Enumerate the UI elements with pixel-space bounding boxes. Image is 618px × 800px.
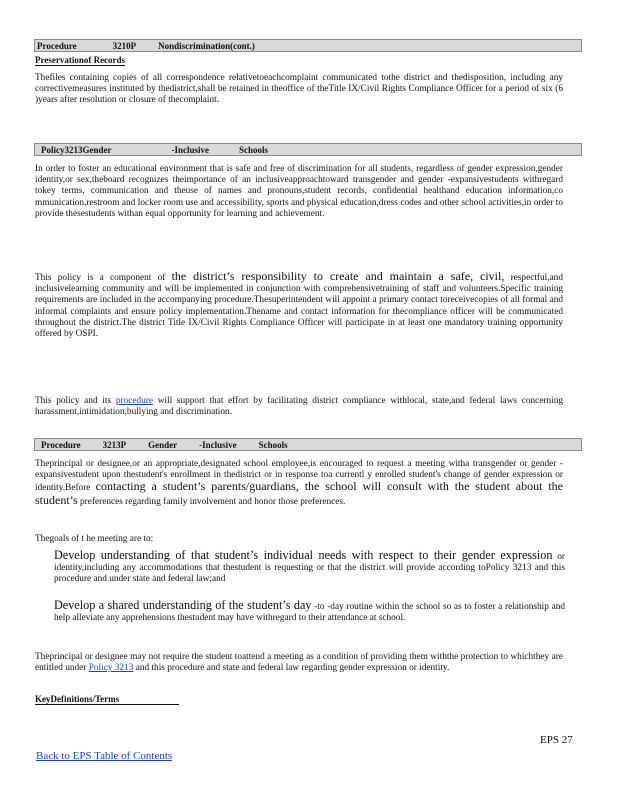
header-label: Policy3213Gender — [41, 145, 112, 155]
policy-p2-emphasis: the district’s responsibility to create and maintain a safe, civil, — [171, 269, 505, 283]
procedure-p1-emphasis: contacting a student’s parents/guardians, the school will consult with the student about the student’s — [35, 479, 563, 507]
page-number: EPS 27 — [540, 734, 573, 746]
procedure-p2-start: Theprincipal or designee may not require the student toattend a meeting as a condition of providing them withthe protection to whichthey are entitled under — [35, 652, 563, 674]
policy-paragraph-3 — [35, 396, 563, 418]
goals-intro: Thegoals of t he meeting are to: — [35, 534, 154, 544]
procedure-p1-rest: preferences regarding family involvement and honor those preferences. — [80, 496, 346, 507]
header-title: Nondiscrimination(cont.) — [158, 41, 255, 51]
records-paragraph: Thefiles containing copies of all correspondence relativetoeachcomplaint communicated tothe district and thedisposition, including any correctivemeasures instituted by thedistrict,shall be retained in theoffice of theTitle IX/Civil Rights Compliance Officer for a period of six (6 )years after resolution or closure of thecomplaint. — [35, 73, 563, 106]
header-gender: Gender — [148, 440, 178, 450]
header-inclusive: -Inclusive — [171, 145, 210, 155]
procedure-3210p-header — [34, 39, 582, 52]
back-to-toc-link[interactable]: Back to EPS Table of Contents — [36, 750, 173, 762]
goal-2-rest: -to -day routine within the school so as to foster a relationship and help alleviate any apprehensions thestudent may have withregard to their attendance at school. — [54, 602, 565, 624]
policy-3213-header — [34, 143, 582, 156]
records-heading: Preservationof Records — [35, 55, 126, 65]
procedure-link[interactable]: procedure — [115, 396, 153, 406]
header-label: Procedure — [37, 41, 77, 51]
header-inclusive: -Inclusive — [199, 440, 237, 450]
policy-p2-rest: respectful,and inclusivelearning community and will be implemented in conjunction with comprehensivetraining of staff and volunteers.Specific training requirements are included in the accompanying procedure.Thesuperintendent will appoint a primary contact toreceivecopies of all formal and informal complaints and ensure policy implementation.Thename and contact information for thecompliance officer will be communicated throughout the district.The district Title IX/Civil Rights Compliance Officer will participate in at least one mandatory training opportunity offered by OSPI. — [35, 273, 563, 340]
procedure-paragraph-2 — [35, 652, 563, 674]
header-code: 3213P — [102, 440, 127, 450]
header-schools: Schools — [239, 145, 269, 155]
policy-p3-start: This policy and its — [35, 396, 112, 406]
goal-1-lead: Develop understanding of that student’s individual needs with respect to their gender expression — [54, 548, 553, 562]
header-schools: Schools — [258, 440, 288, 450]
policy-3213-link[interactable]: Policy 3213 — [88, 663, 134, 674]
policy-p3-rest: will support that effort by facilitating district compliance withlocal, state,and federal laws concerning harassment,intimidation,bullying and discrimination. — [35, 396, 564, 418]
goal-2-lead: Develop a shared understanding of the student’s day — [54, 598, 312, 612]
header-label: Procedure — [41, 440, 81, 450]
policy-paragraph-2 — [35, 271, 563, 340]
procedure-p2-rest: and this procedure and state and federal law regarding gender expression or identity. — [135, 663, 450, 674]
key-definitions-heading: KeyDefinitions/Terms — [35, 694, 179, 705]
goal-item-2 — [35, 600, 565, 624]
goal-item-1 — [35, 550, 565, 586]
goal-1-rest: or identity,including any accommodations that thestudent is requesting or that the district will provide according toPolicy 3213 and this procedure and under state and federal law;and — [54, 552, 566, 585]
procedure-p1-start: Theprincipal or designee,or an appropriate,designated school employee,is encouraged to request a meeting witha transgender or gender -expansivestudent upon thestudent's enrollment in thedistrict or in response toa currentl y enrolled student's change of gender expression or identity.Before — [35, 459, 563, 494]
procedure-3213p-header — [34, 438, 582, 451]
policy-p2-start: This policy is a component of — [35, 273, 166, 283]
policy-paragraph-1: In order to foster an educational environment that is safe and free of discrimination for all students, regardless of gender expression,gender identity,or sex,theboard recognizes theimportance of an inclusiveapproachtoward transgender and gender -expansivestudents withregard tokey terms, communication and theuse of names and pronouns,student records, confidential healthand education information,co mmunication,restroom and locker room use and accessibility, sports and physical education,dress codes and other school activities,in order to provide thesestudents withan equal opportunity for learning and achievement. — [35, 164, 563, 219]
procedure-paragraph-1 — [35, 459, 563, 508]
header-code: 3210P — [112, 41, 137, 51]
